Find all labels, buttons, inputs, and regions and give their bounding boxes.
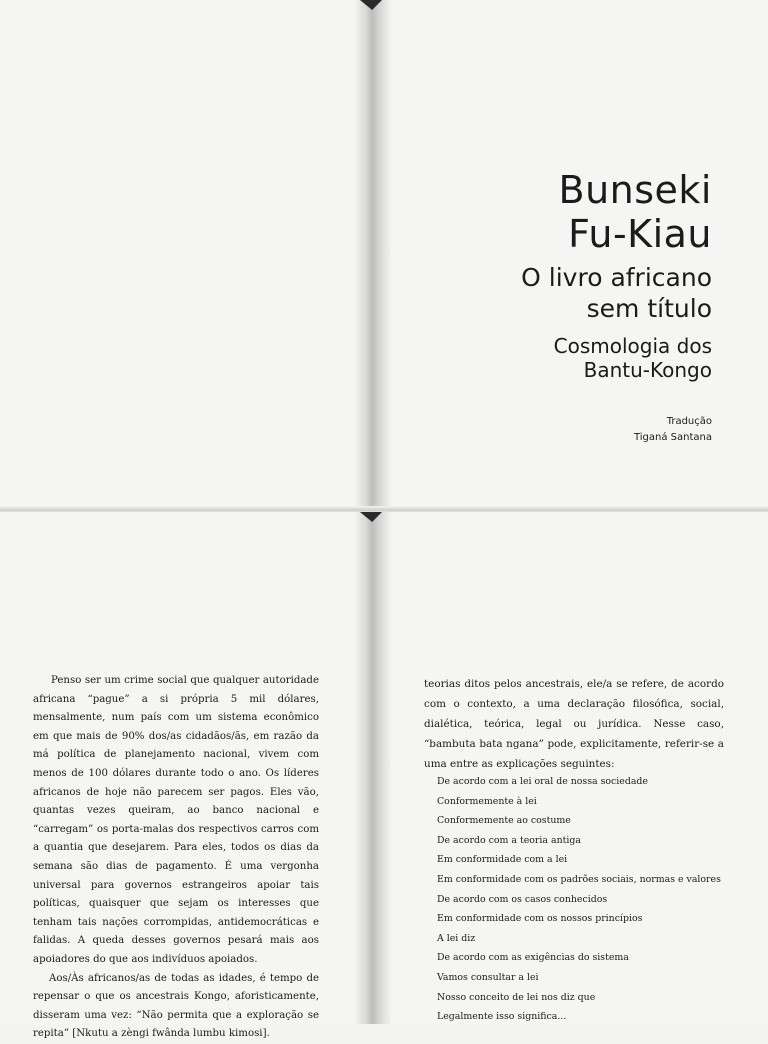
translation-credit: [634, 414, 712, 446]
translator-name: Tiganá Santana: [633, 432, 712, 443]
right-page-body: [424, 674, 724, 774]
list-item: De acordo com as exigências do sistema: [437, 952, 629, 964]
list-item: De acordo com a teoria antiga: [437, 834, 581, 846]
list-item: Conformemente à lei: [437, 795, 537, 807]
list-item: Conformemente ao costume: [437, 815, 571, 827]
top-spread: [0, 0, 768, 512]
subtitle-line: Bantu-Kongo: [583, 358, 712, 382]
list-item: Legalmente isso significa...: [437, 1011, 567, 1023]
credit-label: Tradução: [666, 416, 712, 427]
title-line: sem título: [586, 294, 712, 323]
book-title: [521, 262, 712, 324]
author-name: [559, 168, 712, 256]
list-item: Em conformidade com os padrões sociais, normas e valores: [437, 873, 721, 885]
book-subtitle: [554, 334, 712, 382]
list-item: Em conformidade com os nossos princípios: [437, 913, 643, 925]
book-gutter: [355, 512, 391, 1024]
book-gutter: [355, 0, 391, 512]
paragraph: Aos/Às africanos/as de todas as idades, é tempo de repensar o que os ancestrais Kongo, aforisticamente, disseram uma vez: “Não permita que a exploração se repita” [Nkutu a zèngi fwânda lumbu kimosi].: [33, 972, 319, 1040]
explanations-list: [437, 772, 737, 1027]
list-item: Vamos consultar a lei: [437, 971, 539, 983]
list-item: De acordo com os casos conhecidos: [437, 893, 608, 905]
list-item: Em conformidade com a lei: [437, 854, 568, 866]
author-line: Fu-Kiau: [568, 212, 712, 256]
list-item: De acordo com a lei oral de nossa sociedade: [437, 776, 648, 787]
paragraph: Penso ser um crime social que qualquer autoridade africana “pague” a si própria 5 mil dólares, mensalmente, num país com um sistema econômico em que mais de 90% dos/as cidadãos/ãs, em razão da má política de planejamento nacional, vivem com menos de 100 dólares durante todo o ano. Os líderes africanos de hoje não parecem ser pagos. Eles vão, quantas vezes queiram, ao banco nacional e “carregam” os porta-malas dos respectivos carros com a quantia que desejarem. Para eles, todos os dias da semana são dias de pagamento. É uma vergonha universal para governos estrangeiros apoiar tais políticas, quaisquer que sejam os interesses que tenham tais nações corrompidas, antidemocráticas e falidas. A queda desses governos pesará mais aos apoiadores do que aos indivíduos apoiados.: [33, 675, 319, 965]
author-line: Bunseki: [558, 168, 712, 212]
list-item: A lei diz: [437, 932, 476, 944]
title-line: O livro africano: [521, 263, 712, 292]
paragraph: teorias ditos pelos ancestrais, ele/a se refere, de acordo com o contexto, a uma declaração filosófica, social, dialética, teórica, legal ou jurídica. Nesse caso, “bambuta bata ngana” pode, explicitamente, referir-se a uma entre as explicações seguintes:: [424, 678, 724, 770]
list-item: Nosso conceito de lei nos diz que: [437, 991, 596, 1003]
left-page-body: [33, 672, 319, 1044]
subtitle-line: Cosmologia dos: [553, 334, 712, 358]
